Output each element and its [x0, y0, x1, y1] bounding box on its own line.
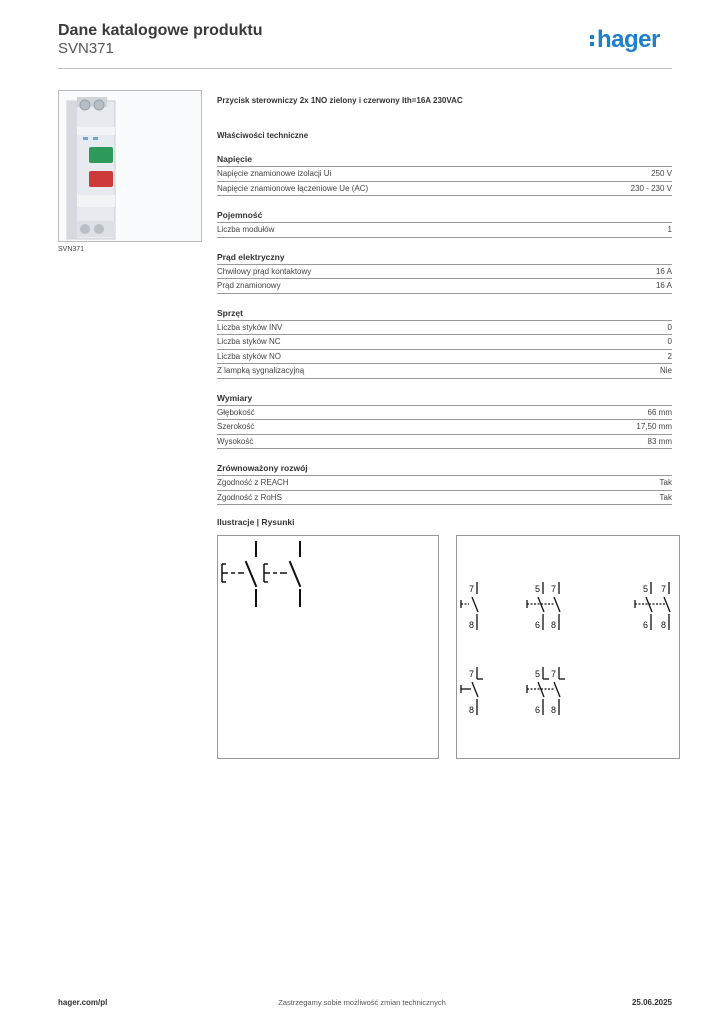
- spec-value: 250 V: [651, 169, 672, 178]
- spec-row: [217, 335, 672, 350]
- terminal-label-8: 8: [469, 705, 475, 715]
- terminal-label-5: 5: [535, 669, 541, 679]
- spec-value: 16 A: [655, 266, 672, 276]
- spec-value: Tak: [659, 478, 672, 487]
- spec-row: [217, 223, 672, 238]
- spec-section: [217, 154, 672, 196]
- dimension-drawing: [217, 535, 439, 759]
- spec-label: Głębokość: [217, 407, 255, 417]
- spec-row: [217, 476, 672, 491]
- spec-row: [217, 420, 672, 435]
- spec-row: [217, 167, 672, 182]
- spec-label: Napięcie znamionowe izolacji Ui: [217, 169, 332, 178]
- spec-row: [217, 364, 672, 379]
- header-divider: [58, 68, 672, 69]
- product-photo: [58, 90, 202, 242]
- footer-date: 25.06.2025: [631, 998, 672, 1007]
- terminal-label-7: 7: [661, 584, 667, 594]
- spec-row: [217, 182, 672, 197]
- spec-label: Zgodność z RoHS: [217, 492, 282, 502]
- terminal-label-8: 8: [551, 705, 557, 715]
- spec-row: [217, 491, 672, 506]
- spec-label: Chwilowy prąd kontaktowy: [217, 266, 312, 276]
- push-button-device-icon: [59, 91, 201, 241]
- spec-value: 2: [667, 351, 672, 361]
- spec-label: Szerokość: [217, 422, 255, 431]
- spec-value: 0: [667, 322, 672, 332]
- hager-logo: [590, 26, 660, 54]
- section-title: Sprzęt: [217, 308, 672, 321]
- spec-label: Wysokość: [217, 436, 254, 446]
- spec-value: 66 mm: [647, 407, 672, 417]
- product-code: SVN371: [58, 40, 114, 57]
- spec-label: Liczba styków NC: [217, 337, 281, 346]
- section-title: Wymiary: [217, 393, 672, 406]
- spec-label: Prąd znamionowy: [217, 281, 281, 290]
- spec-row: [217, 279, 672, 294]
- terminal-label-5: 5: [643, 584, 649, 594]
- spec-value: 0: [667, 337, 672, 346]
- technical-properties-title: Właściwości techniczne: [217, 131, 309, 140]
- terminal-label-7: 7: [551, 584, 557, 594]
- spec-row: [217, 406, 672, 421]
- spec-row: [217, 321, 672, 336]
- spec-value: 1: [667, 225, 672, 234]
- spec-label: Napięcie znamionowe łączeniowe Ue (AC): [217, 183, 369, 193]
- spec-section: [217, 463, 672, 505]
- wiring-diagrams: [456, 535, 680, 759]
- spec-value: 16 A: [655, 281, 672, 290]
- spec-row: [217, 435, 672, 450]
- spec-row: [217, 350, 672, 365]
- spec-label: Liczba styków NO: [217, 351, 282, 361]
- product-description: Przycisk sterowniczy 2x 1NO zielony i czerwony Ith=16A 230VAC: [217, 96, 463, 105]
- page-title: Dane katalogowe produktu: [58, 22, 263, 39]
- terminal-label-8: 8: [469, 620, 475, 630]
- logo-dots-icon: [590, 32, 595, 49]
- technical-data: [217, 96, 672, 505]
- terminal-label-7: 7: [469, 584, 475, 594]
- terminal-label-6: 6: [535, 705, 541, 715]
- spec-row: [217, 265, 672, 280]
- spec-value: 230 - 230 V: [630, 183, 672, 193]
- contact-symbol-large: [218, 536, 438, 758]
- terminal-label-5: 5: [535, 584, 541, 594]
- spec-value: Nie: [659, 366, 672, 375]
- terminal-label-6: 6: [643, 620, 649, 630]
- footer-website[interactable]: hager.com/pl: [58, 998, 108, 1007]
- footer-disclaimer: Zastrzegamy sobie możliwość zmian technicznych: [278, 998, 446, 1007]
- terminal-label-8: 8: [551, 620, 557, 630]
- spec-section: [217, 393, 672, 450]
- terminal-label-7: 7: [469, 669, 475, 679]
- section-title: Napięcie: [217, 154, 672, 167]
- spec-label: Zgodność z REACH: [217, 478, 289, 487]
- terminal-label-7: 7: [551, 669, 557, 679]
- spec-sections: [217, 154, 672, 505]
- section-title: Zrównoważony rozwój: [217, 463, 672, 476]
- contact-diagrams-icon: [457, 536, 679, 758]
- photo-caption: SVN371: [58, 246, 85, 253]
- section-title: Pojemność: [217, 210, 672, 223]
- terminal-label-6: 6: [535, 620, 541, 630]
- spec-section: [217, 252, 672, 294]
- spec-label: Z lampką sygnalizacyjną: [217, 366, 305, 375]
- spec-section: [217, 308, 672, 379]
- spec-label: Liczba modułów: [217, 225, 275, 234]
- illustrations-title: Ilustracje | Rysunki: [217, 517, 295, 527]
- spec-section: [217, 210, 672, 238]
- logo-text: hager: [597, 26, 660, 53]
- section-title: Prąd elektryczny: [217, 252, 672, 265]
- terminal-label-8: 8: [661, 620, 667, 630]
- spec-value: Tak: [659, 492, 672, 502]
- spec-label: Liczba styków INV: [217, 322, 283, 332]
- spec-value: 83 mm: [647, 436, 672, 446]
- spec-value: 17,50 mm: [636, 422, 672, 431]
